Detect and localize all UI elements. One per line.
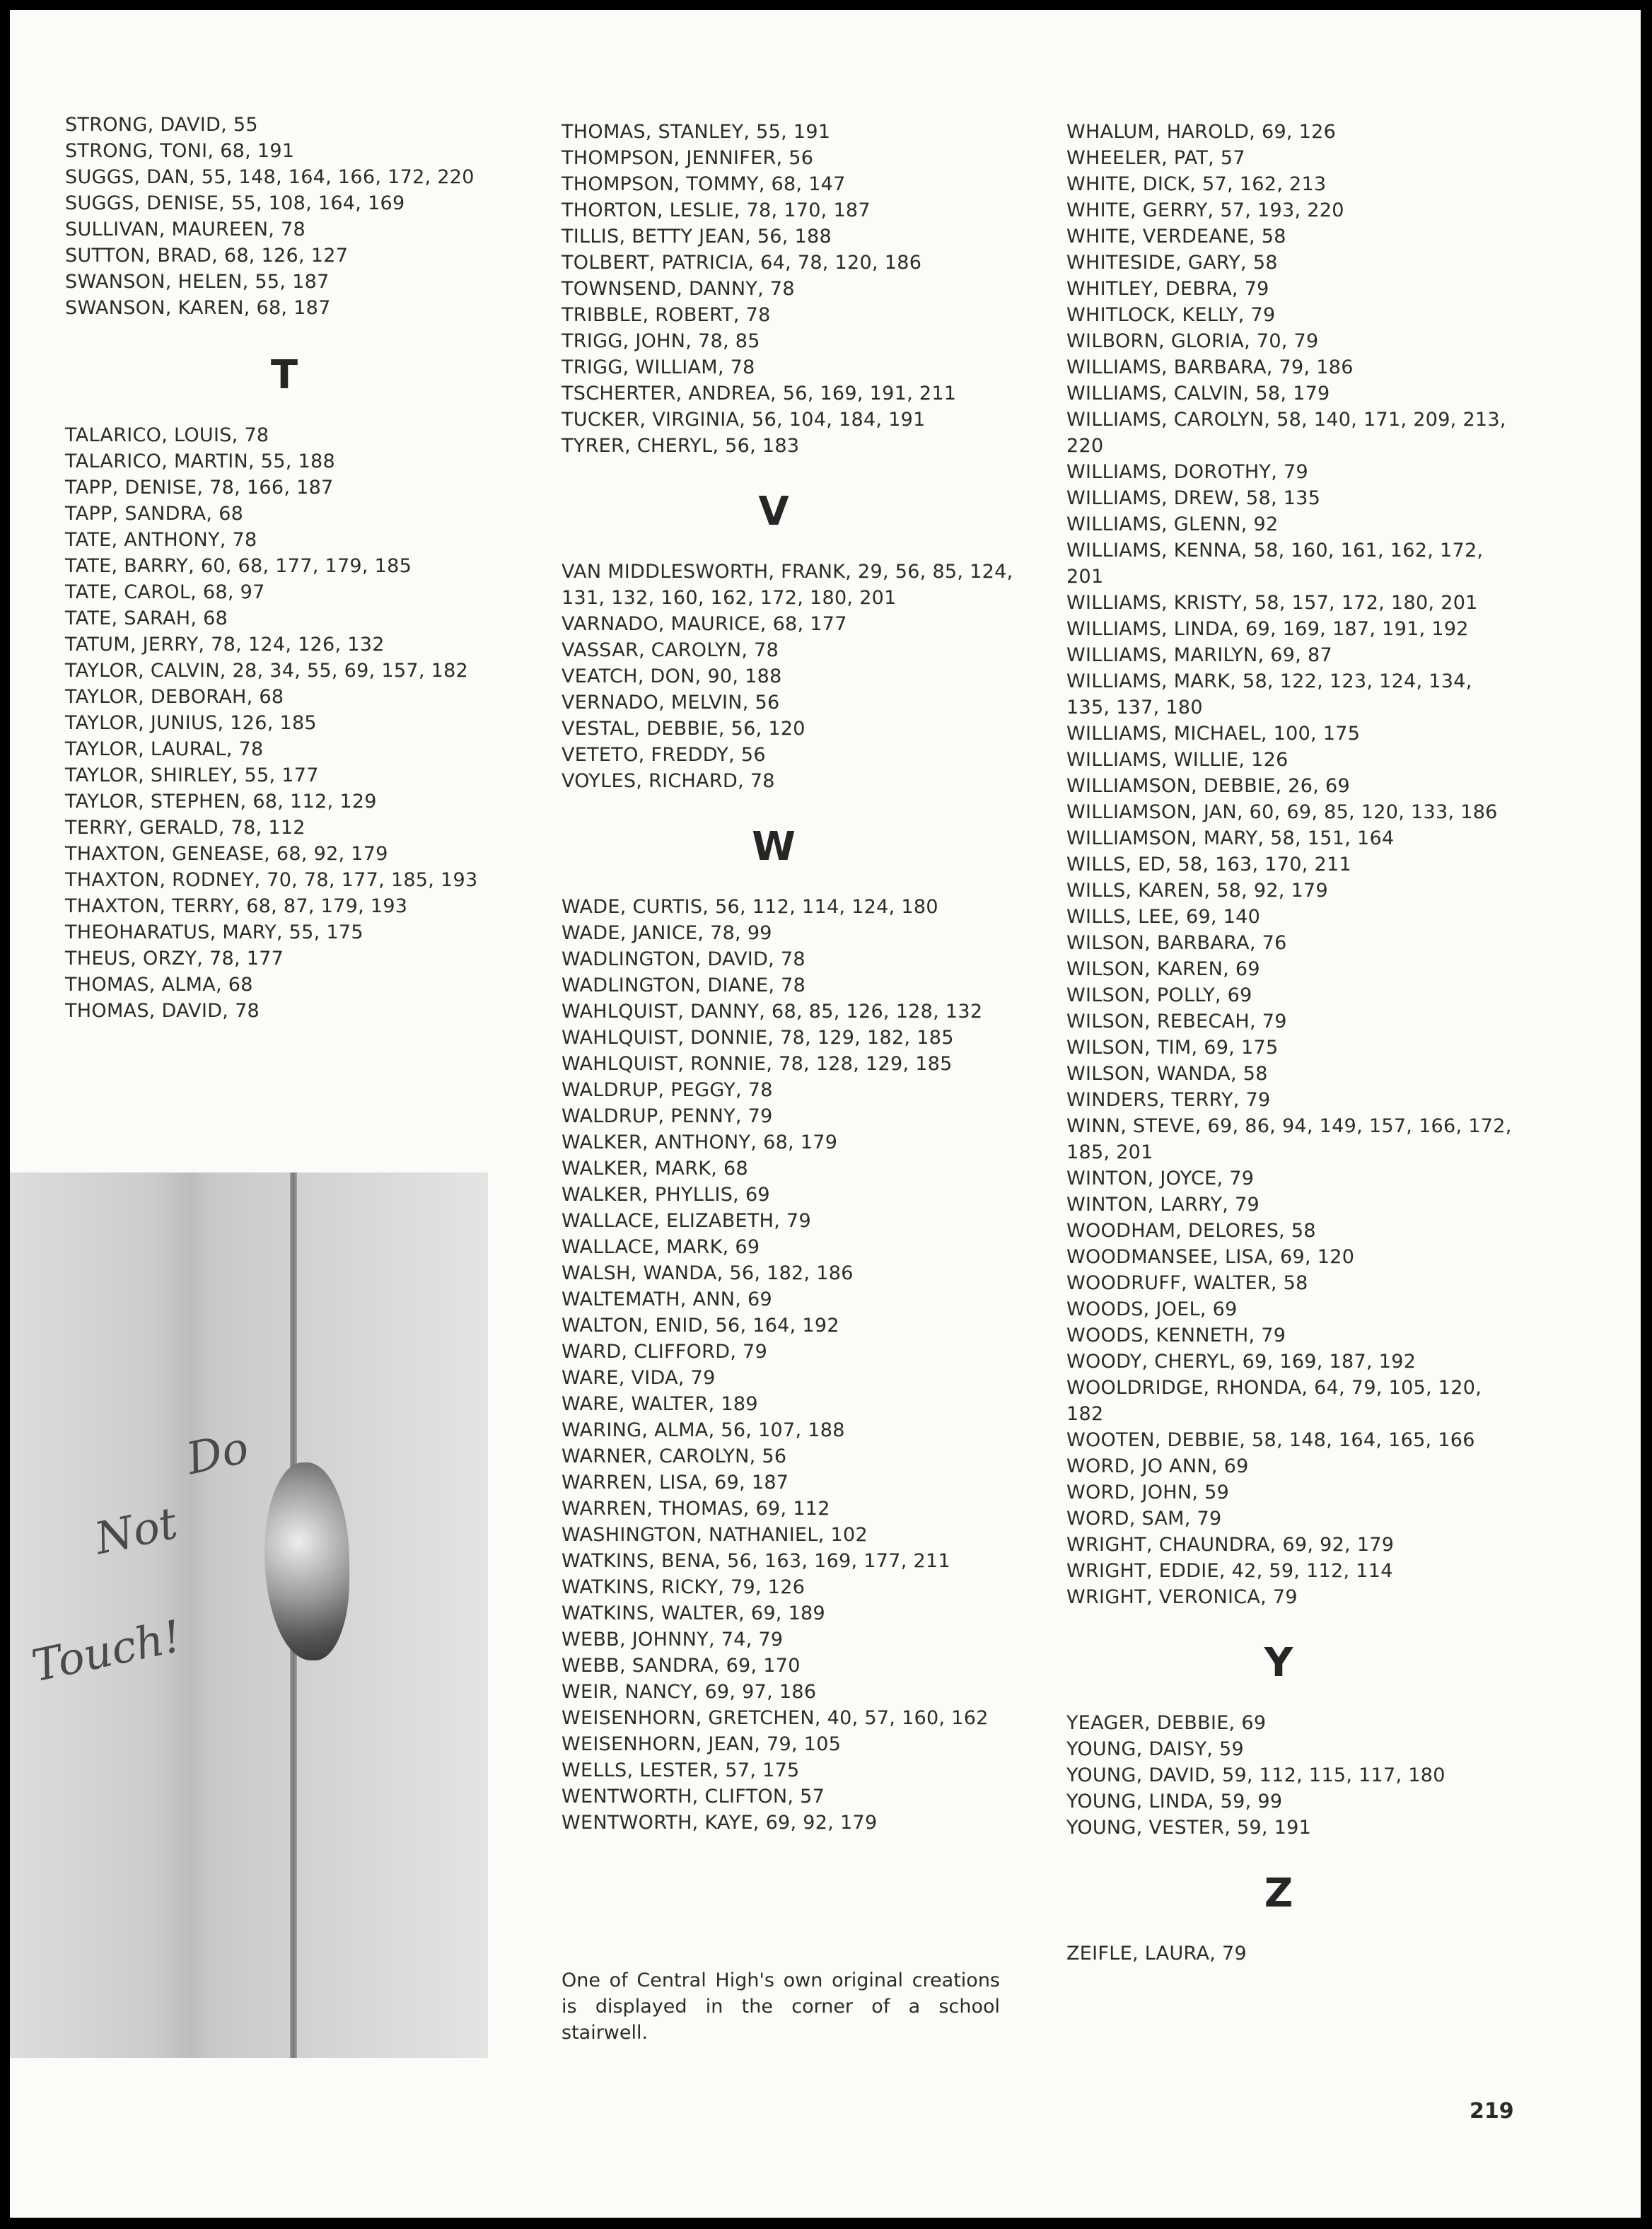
index-entry: WATKINS, WALTER, 69, 189 bbox=[562, 1602, 826, 1624]
index-entry: WILLIAMS, CALVIN, 58, 179 bbox=[1066, 383, 1330, 405]
index-entry: WILSON, BARBARA, 76 bbox=[1066, 932, 1287, 954]
index-entry: WINTON, JOYCE, 79 bbox=[1066, 1168, 1255, 1189]
index-entry: TOLBERT, PATRICIA, 64, 78, 120, 186 bbox=[562, 252, 922, 274]
stairwell-photo bbox=[10, 1172, 488, 2058]
index-entry: WADLINGTON, DIANE, 78 bbox=[562, 974, 806, 996]
index-entry: VARNADO, MAURICE, 68, 177 bbox=[562, 613, 847, 635]
index-entry: VASSAR, CAROLYN, 78 bbox=[562, 639, 779, 661]
index-entry: TRIGG, WILLIAM, 78 bbox=[562, 356, 755, 378]
index-entry: WORD, JO ANN, 69 bbox=[1066, 1455, 1249, 1477]
index-entry: TOWNSEND, DANNY, 78 bbox=[562, 278, 795, 300]
index-entry: WRIGHT, VERONICA, 79 bbox=[1066, 1586, 1298, 1608]
index-entry: TSCHERTER, ANDREA, 56, 169, 191, 211 bbox=[562, 383, 957, 405]
index-entry: THOMAS, DAVID, 78 bbox=[65, 1000, 260, 1022]
index-entry: STRONG, DAVID, 55 bbox=[65, 114, 258, 136]
index-entry: WALDRUP, PEGGY, 78 bbox=[562, 1079, 773, 1101]
index-entry: TILLIS, BETTY JEAN, 56, 188 bbox=[562, 226, 832, 248]
index-entry: YOUNG, DAISY, 59 bbox=[1066, 1738, 1245, 1760]
index-entry: WALDRUP, PENNY, 79 bbox=[562, 1105, 773, 1127]
index-entry: THOMPSON, TOMMY, 68, 147 bbox=[562, 173, 846, 195]
index-entry: WILLIAMS, DOROTHY, 79 bbox=[1066, 461, 1308, 483]
index-entry: THOMAS, ALMA, 68 bbox=[65, 974, 253, 996]
index-entry: WOODMANSEE, LISA, 69, 120 bbox=[1066, 1246, 1355, 1268]
index-entry: WADE, CURTIS, 56, 112, 114, 124, 180 bbox=[562, 896, 938, 918]
index-entry: STRONG, TONI, 68, 191 bbox=[65, 140, 295, 162]
index-entry: WHITESIDE, GARY, 58 bbox=[1066, 252, 1278, 274]
index-entry: THEOHARATUS, MARY, 55, 175 bbox=[65, 921, 363, 943]
index-entry: WOOLDRIDGE, RHONDA, 64, 79, 105, 120, 182 bbox=[1066, 1377, 1482, 1425]
index-entry: WINTON, LARRY, 79 bbox=[1066, 1194, 1260, 1216]
index-entry: WHITLEY, DEBRA, 79 bbox=[1066, 278, 1269, 300]
index-entry: WAHLQUIST, RONNIE, 78, 128, 129, 185 bbox=[562, 1053, 953, 1075]
index-entry: WILLIAMS, MARK, 58, 122, 123, 124, 134, 135, 137, 180 bbox=[1066, 670, 1472, 718]
index-entry: VETETO, FREDDY, 56 bbox=[562, 744, 766, 766]
index-entry: VERNADO, MELVIN, 56 bbox=[562, 692, 780, 714]
index-entry: WELLS, LESTER, 57, 175 bbox=[562, 1759, 800, 1781]
index-entry: WILSON, KAREN, 69 bbox=[1066, 958, 1260, 980]
index-entry: TATE, BARRY, 60, 68, 177, 179, 185 bbox=[65, 555, 412, 577]
index-entry: WATKINS, BENA, 56, 163, 169, 177, 211 bbox=[562, 1550, 950, 1572]
index-entry: WILLIAMSON, MARY, 58, 151, 164 bbox=[1066, 827, 1395, 849]
index-entry: WARREN, LISA, 69, 187 bbox=[562, 1472, 789, 1494]
section-letter-heading: Y bbox=[1264, 1640, 1293, 1686]
index-entry: WRIGHT, CHAUNDRA, 69, 92, 179 bbox=[1066, 1534, 1395, 1556]
plaster-lump bbox=[264, 1462, 349, 1660]
index-entry: WRIGHT, EDDIE, 42, 59, 112, 114 bbox=[1066, 1560, 1393, 1582]
index-entry: WILLIAMS, GLENN, 92 bbox=[1066, 513, 1279, 535]
index-entry: TYRER, CHERYL, 56, 183 bbox=[562, 435, 800, 457]
index-entry: YEAGER, DEBBIE, 69 bbox=[1066, 1712, 1267, 1734]
index-entry: VEATCH, DON, 90, 188 bbox=[562, 665, 782, 687]
scrawl-word: Not bbox=[90, 1496, 182, 1565]
index-column-3 bbox=[1066, 119, 1519, 1967]
index-entry: WOODRUFF, WALTER, 58 bbox=[1066, 1272, 1308, 1294]
index-entry: WEBB, SANDRA, 69, 170 bbox=[562, 1655, 801, 1677]
index-entry: WHITE, DICK, 57, 162, 213 bbox=[1066, 173, 1327, 195]
index-entry: WALKER, ANTHONY, 68, 179 bbox=[562, 1131, 838, 1153]
index-entry: WALLACE, ELIZABETH, 79 bbox=[562, 1210, 811, 1232]
index-entry: WILSON, TIM, 69, 175 bbox=[1066, 1037, 1279, 1059]
index-entry: TALARICO, LOUIS, 78 bbox=[65, 424, 269, 446]
index-entry: WEIR, NANCY, 69, 97, 186 bbox=[562, 1681, 817, 1703]
index-entry: WILSON, REBECAH, 79 bbox=[1066, 1011, 1287, 1032]
index-entry: TATE, SARAH, 68 bbox=[65, 607, 228, 629]
index-entry: TATE, ANTHONY, 78 bbox=[65, 529, 257, 551]
index-entry: TRIGG, JOHN, 78, 85 bbox=[562, 330, 760, 352]
index-entry: WILLIAMS, KENNA, 58, 160, 161, 162, 172, 201 bbox=[1066, 540, 1484, 588]
scrawl-word: Do bbox=[182, 1421, 253, 1485]
index-entry: THORTON, LESLIE, 78, 170, 187 bbox=[562, 199, 871, 221]
index-entry: WHITE, GERRY, 57, 193, 220 bbox=[1066, 199, 1344, 221]
index-entry: TAYLOR, SHIRLEY, 55, 177 bbox=[65, 764, 319, 786]
index-entry: WALKER, PHYLLIS, 69 bbox=[562, 1184, 770, 1206]
index-entry: WILLIAMSON, JAN, 60, 69, 85, 120, 133, 186 bbox=[1066, 801, 1498, 823]
index-entry: WILLIAMS, MARILYN, 69, 87 bbox=[1066, 644, 1332, 666]
index-entry: WILLIAMS, CAROLYN, 58, 140, 171, 209, 213, 220 bbox=[1066, 409, 1506, 457]
index-entry: WILLIAMSON, DEBBIE, 26, 69 bbox=[1066, 775, 1350, 797]
index-entry: WINN, STEVE, 69, 86, 94, 149, 157, 166, 172, 185, 201 bbox=[1066, 1115, 1512, 1163]
section-letter-heading: W bbox=[752, 824, 796, 870]
index-column-2 bbox=[562, 119, 1014, 1836]
index-entry: WOODS, KENNETH, 79 bbox=[1066, 1325, 1286, 1346]
index-entry: WALTEMATH, ANN, 69 bbox=[562, 1288, 772, 1310]
index-entry: TATE, CAROL, 68, 97 bbox=[65, 581, 265, 603]
index-entry: WHITLOCK, KELLY, 79 bbox=[1066, 304, 1276, 326]
index-entry: WOODS, JOEL, 69 bbox=[1066, 1298, 1238, 1320]
index-entry: THAXTON, TERRY, 68, 87, 179, 193 bbox=[65, 895, 408, 917]
index-entry: WEISENHORN, GRETCHEN, 40, 57, 160, 162 bbox=[562, 1707, 989, 1729]
page-number: 219 bbox=[1470, 2099, 1514, 2124]
index-entry: THAXTON, RODNEY, 70, 78, 177, 185, 193 bbox=[65, 869, 478, 891]
index-entry: WHITE, VERDEANE, 58 bbox=[1066, 226, 1286, 248]
index-entry: ZEIFLE, LAURA, 79 bbox=[1066, 1943, 1247, 1965]
index-entry: TAYLOR, JUNIUS, 126, 185 bbox=[65, 712, 317, 734]
index-entry: TERRY, GERALD, 78, 112 bbox=[65, 817, 306, 839]
index-entry: WADE, JANICE, 78, 99 bbox=[562, 922, 772, 944]
index-entry: WILLIAMS, WILLIE, 126 bbox=[1066, 749, 1289, 771]
index-entry: WILLS, LEE, 69, 140 bbox=[1066, 906, 1261, 928]
index-entry: TATUM, JERRY, 78, 124, 126, 132 bbox=[65, 634, 385, 656]
section-letter-heading: Z bbox=[1264, 1870, 1293, 1916]
index-entry: TAPP, DENISE, 78, 166, 187 bbox=[65, 477, 334, 499]
index-entry: WEISENHORN, JEAN, 79, 105 bbox=[562, 1733, 842, 1755]
index-entry: WAHLQUIST, DANNY, 68, 85, 126, 128, 132 bbox=[562, 1001, 983, 1023]
index-entry: WALSH, WANDA, 56, 182, 186 bbox=[562, 1262, 854, 1284]
index-entry: SWANSON, HELEN, 55, 187 bbox=[65, 271, 330, 293]
index-entry: WOODY, CHERYL, 69, 169, 187, 192 bbox=[1066, 1351, 1417, 1373]
index-entry: SWANSON, KAREN, 68, 187 bbox=[65, 297, 331, 319]
index-entry: WILBORN, GLORIA, 70, 79 bbox=[1066, 330, 1319, 352]
index-entry: SUTTON, BRAD, 68, 126, 127 bbox=[65, 245, 349, 267]
index-entry: YOUNG, VESTER, 59, 191 bbox=[1066, 1817, 1312, 1839]
index-entry: YOUNG, LINDA, 59, 99 bbox=[1066, 1791, 1283, 1812]
index-entry: WEBB, JOHNNY, 74, 79 bbox=[562, 1629, 784, 1651]
index-entry: TUCKER, VIRGINIA, 56, 104, 184, 191 bbox=[562, 409, 926, 431]
index-entry: WINDERS, TERRY, 79 bbox=[1066, 1089, 1271, 1111]
index-entry: WILLIAMS, BARBARA, 79, 186 bbox=[1066, 356, 1354, 378]
index-entry: WADLINGTON, DAVID, 78 bbox=[562, 948, 805, 970]
index-entry: WILSON, POLLY, 69 bbox=[1066, 984, 1252, 1006]
index-entry: YOUNG, DAVID, 59, 112, 115, 117, 180 bbox=[1066, 1764, 1446, 1786]
section-letter-heading: V bbox=[758, 489, 789, 535]
index-entry: TAYLOR, DEBORAH, 68 bbox=[65, 686, 284, 708]
index-entry: SULLIVAN, MAUREEN, 78 bbox=[65, 219, 306, 240]
index-entry: WARREN, THOMAS, 69, 112 bbox=[562, 1498, 830, 1520]
index-entry: TAYLOR, LAURAL, 78 bbox=[65, 738, 264, 760]
index-entry: SUGGS, DAN, 55, 148, 164, 166, 172, 220 bbox=[65, 166, 475, 188]
index-entry: WARE, VIDA, 79 bbox=[562, 1367, 716, 1389]
index-entry: WATKINS, RICKY, 79, 126 bbox=[562, 1576, 805, 1598]
index-entry: VOYLES, RICHARD, 78 bbox=[562, 770, 775, 792]
index-entry: WARE, WALTER, 189 bbox=[562, 1393, 758, 1415]
index-entry: VAN MIDDLESWORTH, FRANK, 29, 56, 85, 124, 131, 132, 160, 162, 172, 180, 201 bbox=[562, 561, 1013, 609]
index-entry: THOMPSON, JENNIFER, 56 bbox=[562, 147, 814, 169]
index-entry: WOOTEN, DEBBIE, 58, 148, 164, 165, 166 bbox=[1066, 1429, 1475, 1451]
index-entry: WHEELER, PAT, 57 bbox=[1066, 147, 1245, 169]
photo-caption: One of Central High's own original creations is displayed in the corner of a school stairwell. bbox=[562, 1969, 1000, 2044]
scrawl-word: Touch! bbox=[27, 1610, 186, 1692]
index-entry: TRIBBLE, ROBERT, 78 bbox=[562, 304, 771, 326]
index-entry: THAXTON, GENEASE, 68, 92, 179 bbox=[65, 843, 388, 865]
index-entry: WALTON, ENID, 56, 164, 192 bbox=[562, 1315, 839, 1337]
index-entry: WILLIAMS, DREW, 58, 135 bbox=[1066, 487, 1321, 509]
index-entry: WILLIAMS, LINDA, 69, 169, 187, 191, 192 bbox=[1066, 618, 1469, 640]
index-entry: WALKER, MARK, 68 bbox=[562, 1158, 748, 1180]
index-entry: TALARICO, MARTIN, 55, 188 bbox=[65, 450, 335, 472]
index-entry: SUGGS, DENISE, 55, 108, 164, 169 bbox=[65, 192, 405, 214]
index-entry: WENTWORTH, KAYE, 69, 92, 179 bbox=[562, 1812, 878, 1834]
index-entry: WAHLQUIST, DONNIE, 78, 129, 182, 185 bbox=[562, 1027, 954, 1049]
index-entry: WHALUM, HAROLD, 69, 126 bbox=[1066, 121, 1337, 143]
index-entry: WORD, SAM, 79 bbox=[1066, 1508, 1222, 1530]
index-entry: TAYLOR, STEPHEN, 68, 112, 129 bbox=[65, 791, 377, 813]
index-entry: THEUS, ORZY, 78, 177 bbox=[65, 948, 284, 970]
index-entry: WILLS, ED, 58, 163, 170, 211 bbox=[1066, 854, 1351, 875]
index-entry: TAYLOR, CALVIN, 28, 34, 55, 69, 157, 182 bbox=[65, 660, 469, 682]
index-column-1 bbox=[65, 112, 504, 1024]
index-entry: WILLIAMS, KRISTY, 58, 157, 172, 180, 201 bbox=[1066, 592, 1478, 614]
yearbook-index-page bbox=[10, 10, 1641, 2218]
index-entry: THOMAS, STANLEY, 55, 191 bbox=[562, 121, 831, 143]
index-entry: TAPP, SANDRA, 68 bbox=[65, 503, 244, 525]
index-entry: WILLIAMS, MICHAEL, 100, 175 bbox=[1066, 723, 1361, 745]
index-entry: WILLS, KAREN, 58, 92, 179 bbox=[1066, 880, 1329, 902]
index-entry: WASHINGTON, NATHANIEL, 102 bbox=[562, 1524, 868, 1546]
index-entry: WALLACE, MARK, 69 bbox=[562, 1236, 760, 1258]
section-letter-heading: T bbox=[270, 352, 298, 398]
index-entry: WORD, JOHN, 59 bbox=[1066, 1482, 1230, 1503]
index-entry: WILSON, WANDA, 58 bbox=[1066, 1063, 1268, 1085]
index-entry: WARNER, CAROLYN, 56 bbox=[562, 1445, 787, 1467]
index-entry: WARD, CLIFFORD, 79 bbox=[562, 1341, 768, 1363]
index-entry: WOODHAM, DELORES, 58 bbox=[1066, 1220, 1316, 1242]
index-entry: WENTWORTH, CLIFTON, 57 bbox=[562, 1786, 825, 1808]
index-entry: VESTAL, DEBBIE, 56, 120 bbox=[562, 718, 805, 740]
index-entry: WARING, ALMA, 56, 107, 188 bbox=[562, 1419, 845, 1441]
